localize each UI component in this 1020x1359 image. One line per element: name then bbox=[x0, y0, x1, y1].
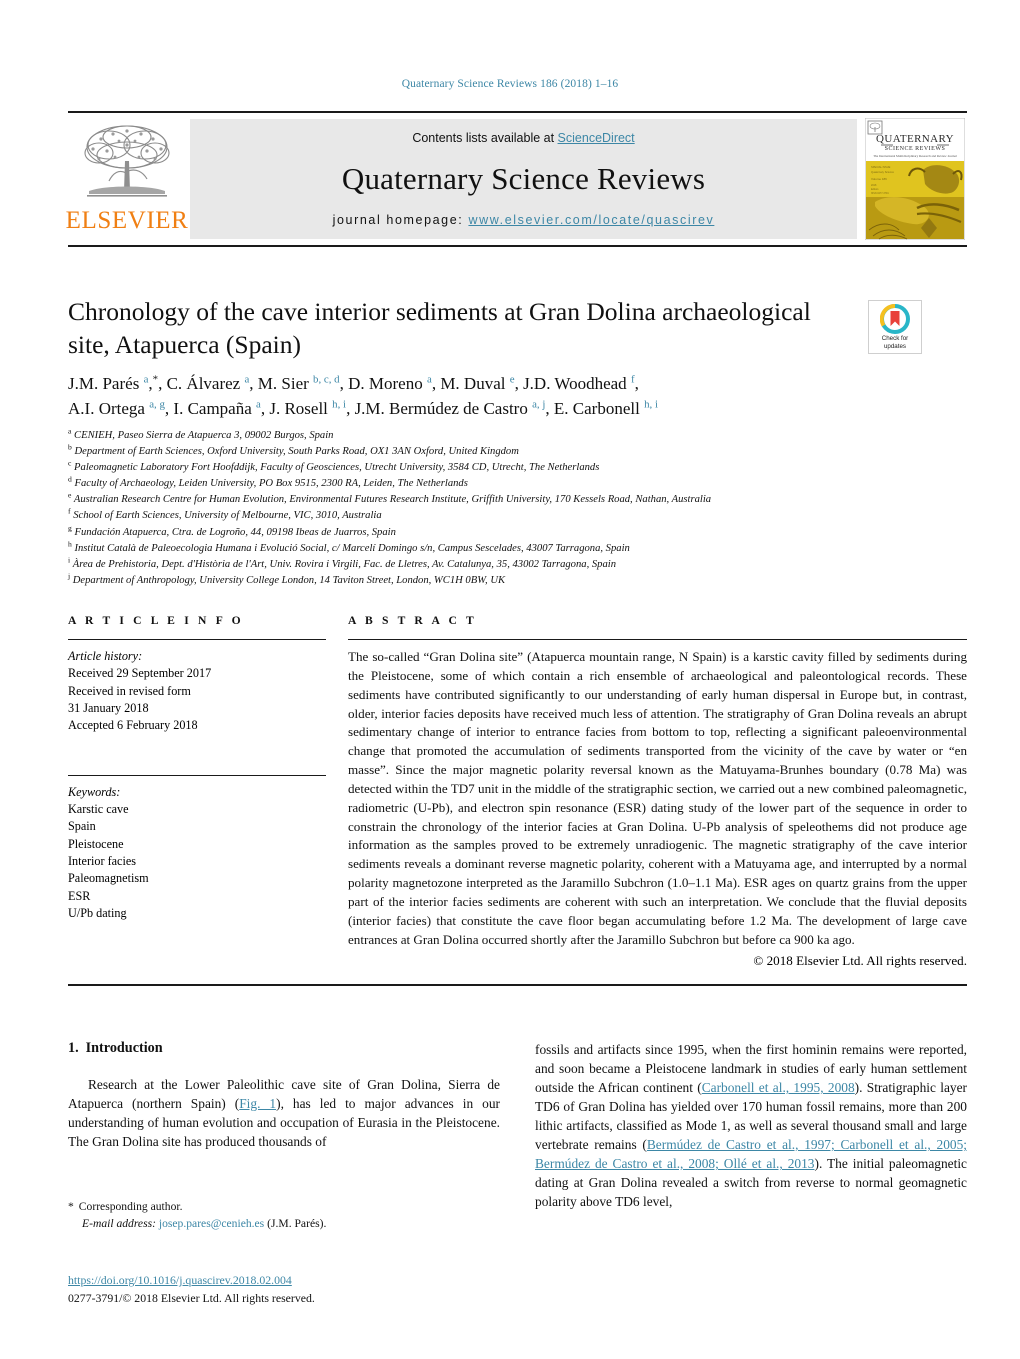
affiliation-mark: a bbox=[68, 426, 72, 436]
affiliation-text: Faculty of Archaeology, Leiden University, PO Box 9515, 2300 RA, Leiden, The Netherlands bbox=[74, 478, 468, 490]
footnote-star-marker: * bbox=[68, 1200, 74, 1213]
body-column-left bbox=[68, 1040, 500, 1151]
keywords-rule bbox=[68, 775, 326, 776]
affiliation-text: Department of Anthropology, University College London, 14 Taviton Street, London, WC1H 0BW, UK bbox=[72, 574, 506, 586]
affiliation-mark: b bbox=[68, 442, 72, 452]
journal-header-band bbox=[65, 111, 967, 247]
citation-link-carbonell[interactable]: Carbonell et al., 1995, 2008 bbox=[701, 1080, 855, 1096]
contents-prefix-text: Contents lists available at bbox=[412, 131, 558, 145]
keyword-item: Paleomagnetism bbox=[68, 871, 149, 886]
article-history-list bbox=[68, 665, 326, 734]
figure-reference-link[interactable]: Fig. 1 bbox=[239, 1096, 277, 1112]
intro-text-part-2: ), has led to major advances in our understanding of human evolution and occupation of Eurasia in the Pleistocene. The Gran Dolina site has produced thousands of bbox=[68, 1096, 500, 1150]
article-history-label: Article history: bbox=[68, 649, 143, 663]
svg-text:ISSN 0277-3791: ISSN 0277-3791 bbox=[871, 192, 889, 195]
svg-text:Volume 186: Volume 186 bbox=[871, 177, 887, 181]
article-history-item: Received in revised form bbox=[68, 683, 191, 698]
keyword-item: ESR bbox=[68, 888, 91, 903]
affiliation-mark: j bbox=[68, 571, 71, 581]
keyword-item: Interior facies bbox=[68, 853, 137, 868]
crossmark-badge[interactable] bbox=[868, 300, 922, 354]
footnote-email-label: E-mail address: bbox=[82, 1217, 156, 1231]
affiliation-mark: d bbox=[68, 474, 72, 484]
affiliation-mark: g bbox=[68, 523, 72, 533]
author-list bbox=[68, 372, 868, 421]
intro-right-part-1: fossils and artifacts since 1995, when the first hominin remains were reported, and soon became a Pleistocene landmark in studies of early human settlement outside the African continent ( bbox=[535, 1042, 967, 1096]
article-info-block bbox=[68, 614, 326, 922]
contents-available-line bbox=[412, 131, 634, 145]
article-info-rule bbox=[68, 639, 326, 640]
footnote-email-line bbox=[68, 1215, 500, 1232]
svg-text:2018: 2018 bbox=[871, 184, 877, 187]
doi-block bbox=[68, 1272, 568, 1308]
author-line-1: J.M. Parés $^a$,*, C. Álvarez $^a$, M. Sier $^{b, c, d}$, D. Moreno $^a$, M. Duval $^e$, J.D. Woodhead $^f$, bbox=[68, 373, 639, 393]
svg-text:The International Multidiscipl: The International Multidisciplinary Research and Review Journal bbox=[873, 154, 957, 158]
author-line-2: A.I. Ortega $^{a, g}$, I. Campaña $^a$, J. Rosell $^{h, i}$, J.M. Bermúdez de Castro $^{a, j}$, E. Carbonell $^{h, i}$ bbox=[68, 397, 658, 418]
svg-text:Quaternary Science: Quaternary Science bbox=[871, 171, 894, 174]
affiliation-mark: c bbox=[68, 458, 72, 468]
journal-cover-thumbnail bbox=[863, 119, 967, 239]
crossmark-label-line1: Check for bbox=[881, 334, 909, 342]
affiliation-item bbox=[68, 508, 948, 524]
intro-right-part-3: ). The initial paleomagnetic dating at Gran Dolina revealed a switch from reverse to normal geomagnetic polarity above TD6 level, bbox=[535, 1156, 968, 1210]
affiliation-item bbox=[68, 444, 948, 460]
journal-title: Quaternary Science Reviews bbox=[341, 161, 706, 196]
intro-paragraph-left bbox=[68, 1075, 500, 1151]
section-title: Introduction bbox=[85, 1040, 163, 1056]
crossmark-label-line2: updates bbox=[883, 342, 906, 350]
body-column-right bbox=[535, 1040, 967, 1211]
keyword-item: Karstic cave bbox=[68, 801, 129, 816]
affiliation-item bbox=[68, 460, 948, 476]
running-head: Quaternary Science Reviews 186 (2018) 1–16 bbox=[401, 78, 619, 90]
svg-text:Editors: Editors bbox=[871, 188, 879, 191]
affiliation-item bbox=[68, 428, 948, 444]
affiliation-mark: i bbox=[68, 555, 71, 565]
affiliation-text: Àrea de Prehistoria, Dept. d'Història de l'Art, Univ. Rovira i Virgili, Fac. de Lletres, Av. Catalunya, 35, 43002 Tarragona, Spain bbox=[72, 558, 616, 570]
article-info-heading: A R T I C L E I N F O bbox=[68, 614, 244, 627]
abstract-rule bbox=[348, 639, 967, 640]
svg-text:SPECIAL ISSUE: SPECIAL ISSUE bbox=[871, 166, 891, 169]
article-history-item: Received 29 September 2017 bbox=[68, 666, 212, 681]
elsevier-logo bbox=[65, 119, 189, 239]
affiliation-item bbox=[68, 476, 948, 492]
footnote-corresponding-line bbox=[68, 1198, 500, 1215]
affiliation-list bbox=[68, 428, 948, 589]
affiliation-item bbox=[68, 525, 948, 541]
citation-link-bermudez[interactable]: Bermúdez de Castro et al., 1997; Carbonell et al., 2005; Bermúdez de Castro et al., 2008; Ollé et al., 2013 bbox=[535, 1137, 967, 1172]
affiliation-mark: h bbox=[68, 539, 72, 549]
affiliation-text: School of Earth Sciences, University of Melbourne, VIC, 3010, Australia bbox=[73, 510, 382, 522]
journal-cover-image bbox=[865, 118, 965, 240]
affiliation-text: Paleomagnetic Laboratory Fort Hoofddijk, Faculty of Geosciences, Utrecht University, 3584 CD, Utrecht, The Netherlands bbox=[74, 462, 600, 474]
footnote-corresponding-text: Corresponding author. bbox=[78, 1200, 183, 1213]
affiliation-text: Fundación Atapuerca, Ctra. de Logroño, 44, 09198 Ibeas de Juarros, Spain bbox=[74, 526, 396, 538]
intro-right-part-2: ). Stratigraphic layer TD6 of Gran Dolina has yielded over 170 human fossil remains, more than 200 lithic artifacts, classified as Mode 1, as well as several thousand small and large vertebrate remains ( bbox=[535, 1080, 967, 1153]
elsevier-tree-icon bbox=[79, 121, 175, 207]
affiliation-item bbox=[68, 541, 948, 557]
intro-text-part-1: Research at the Lower Paleolithic cave site of Gran Dolina, Sierra de Atapuerca (northern Spain) ( bbox=[68, 1077, 500, 1112]
keywords-block bbox=[68, 775, 326, 923]
intro-paragraph-right bbox=[535, 1040, 967, 1211]
sciencedirect-link[interactable]: ScienceDirect bbox=[557, 131, 635, 145]
crossmark-check-for-updates-icon bbox=[880, 304, 910, 334]
abstract-block bbox=[348, 614, 967, 970]
crossmark-label bbox=[882, 335, 908, 350]
affiliation-mark: f bbox=[68, 506, 71, 516]
body-divider-rule bbox=[68, 984, 967, 986]
keywords-list bbox=[68, 801, 326, 922]
keyword-item: Spain bbox=[68, 819, 96, 834]
keyword-item: U/Pb dating bbox=[68, 905, 127, 920]
section-heading-introduction bbox=[68, 1040, 500, 1057]
footnote-email-suffix: (J.M. Parés). bbox=[267, 1217, 327, 1231]
abstract-copyright: © 2018 Elsevier Ltd. All rights reserved. bbox=[753, 952, 967, 968]
affiliation-text: CENIEH, Paseo Sierra de Atapuerca 3, 09002 Burgos, Spain bbox=[74, 430, 334, 441]
affiliation-item bbox=[68, 557, 948, 573]
keyword-item: Pleistocene bbox=[68, 836, 124, 851]
affiliation-text: Australian Research Centre for Human Evolution, Environmental Futures Research Institute, Griffith University, 170 Kessels Road, Nathan, Australia bbox=[73, 494, 712, 506]
journal-banner bbox=[190, 119, 857, 239]
journal-homepage-link[interactable]: www.elsevier.com/locate/quascirev bbox=[468, 213, 715, 227]
affiliation-mark: e bbox=[68, 490, 72, 500]
section-number: 1. bbox=[68, 1040, 79, 1056]
svg-text:SCIENCE REVIEWS: SCIENCE REVIEWS bbox=[884, 146, 946, 152]
svg-text:QUATERNARY: QUATERNARY bbox=[876, 133, 954, 145]
keywords-label: Keywords: bbox=[68, 784, 121, 799]
doi-link[interactable]: https://doi.org/10.1016/j.quascirev.2018.02.004 bbox=[68, 1273, 292, 1287]
affiliation-item bbox=[68, 492, 948, 508]
affiliation-text: Department of Earth Sciences, Oxford University, South Parks Road, OX1 3AN Oxford, United Kingdom bbox=[74, 446, 519, 458]
corresponding-author-footnote bbox=[68, 1198, 500, 1233]
affiliation-item bbox=[68, 573, 948, 589]
article-history-item: Accepted 6 February 2018 bbox=[68, 718, 198, 733]
affiliation-text: Institut Català de Paleoecologia Humana i Evolució Social, c/ Marcelí Domingo s/n, Campus Sescelades, 43007 Tarragona, Spain bbox=[74, 542, 630, 554]
journal-homepage-line bbox=[333, 213, 715, 227]
article-history-item: 31 January 2018 bbox=[68, 700, 149, 715]
elsevier-wordmark: ELSEVIER bbox=[65, 207, 189, 234]
corresponding-author-email-link[interactable]: josep.pares@cenieh.es bbox=[158, 1217, 265, 1231]
abstract-text: The so-called “Gran Dolina site” (Atapuerca mountain range, N Spain) is a karstic cavity filled by sediments during the Pleistocene, some of which contain a rich ensemble of archaeological and paleontological records. These sediments have contributed significantly to our understanding of early human dispersal in Europe but, in contrast, older, interior facies deposits have received much less of attention. The stratigraphy of Gran Dolina reveals an abrupt sedimentary change of interior to entrance facies from bottom to top, reflecting a significant paleoenvironmental change that promoted the accumulation of sediments transported from the vicinity of the cave by water or “en masse”. Since the major magnetic polarity reversal known as the Matuyama-Brunhes boundary (0.78 Ma) was detected within the TD7 unit in the middle of the stratigraphic section, we carried out a new combined paleomagnetic, radiometric (U-Pb), and electron spin resonance (ESR) dating study of the lower part of the sequence in order to constrain the chronology of the interior facies at Gran Dolina. U-Pb analysis of speleothems did not produce age information as the samples proved to be extremely unradiogenic. The magnetic stratigraphy of the cave interior sediments reveals a dominant reverse magnetic polarity, coherent with a Matuyama age, and interrupted by a normal polarity magnetozone interpreted as the Jaramillo Subchron (1.0–1.1 Ma). ESR ages on quartz grains from the upper part of the interior facies sediments are coherent with such an interpretation. We conclude that the fluvial deposits (interior facies) that constitute the cave floor began accumulating before 1.2 Ma. The development of large cave entrances at Gran Dolina occurred shortly after the Jaramillo Subchron but before ca 900 ka ago. bbox=[348, 649, 967, 947]
issn-copyright-line: 0277-3791/© 2018 Elsevier Ltd. All rights reserved. bbox=[68, 1290, 315, 1305]
page-title: Chronology of the cave interior sediments at Gran Dolina archaeological site, Atapuerca (Spain) bbox=[68, 297, 811, 359]
homepage-prefix-text: journal homepage: bbox=[332, 213, 469, 227]
abstract-heading: A B S T R A C T bbox=[348, 614, 477, 627]
